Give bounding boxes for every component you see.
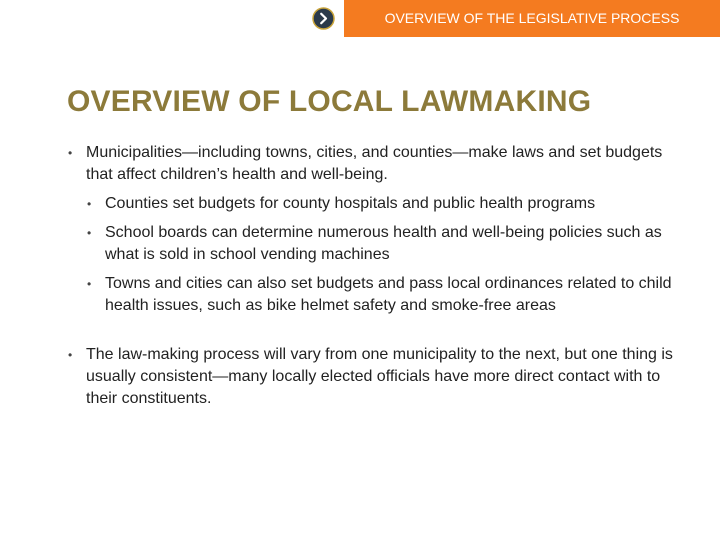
sub-bullet-item	[64, 273, 674, 317]
bullet-marker: •	[87, 197, 92, 211]
sub-bullet-text: Counties set budgets for county hospitals and public health programs	[105, 195, 596, 212]
sub-bullet-item	[64, 193, 674, 215]
bullet-marker: •	[68, 146, 73, 160]
bullet-marker: •	[68, 348, 73, 362]
slide-title: OVERVIEW OF LOCAL LAWMAKING	[67, 85, 592, 118]
bullet-text: Municipalities—including towns, cities, and counties—make laws and set budgets that affect children’s health and well-being.	[86, 144, 663, 183]
section-tab[interactable]: OVERVIEW OF THE LEGISLATIVE PROCESS	[344, 0, 720, 37]
bullet-item	[64, 142, 674, 186]
bullet-item	[64, 344, 674, 410]
slide-body	[64, 142, 674, 410]
bullet-marker: •	[87, 277, 92, 291]
sub-bullet-text: School boards can determine numerous health and well-being policies such as what is sold in school vending machines	[105, 224, 662, 263]
bullet-marker: •	[87, 226, 92, 240]
chevron-right-circle-icon[interactable]	[312, 7, 335, 30]
bullet-text: The law-making process will vary from one municipality to the next, but one thing is usually consistent—many locally elected officials have more direct contact with to their constituents.	[86, 346, 673, 407]
sub-bullet-item	[64, 222, 674, 266]
sub-bullet-text: Towns and cities can also set budgets and pass local ordinances related to child health issues, such as bike helmet safety and smoke-free areas	[105, 275, 672, 314]
